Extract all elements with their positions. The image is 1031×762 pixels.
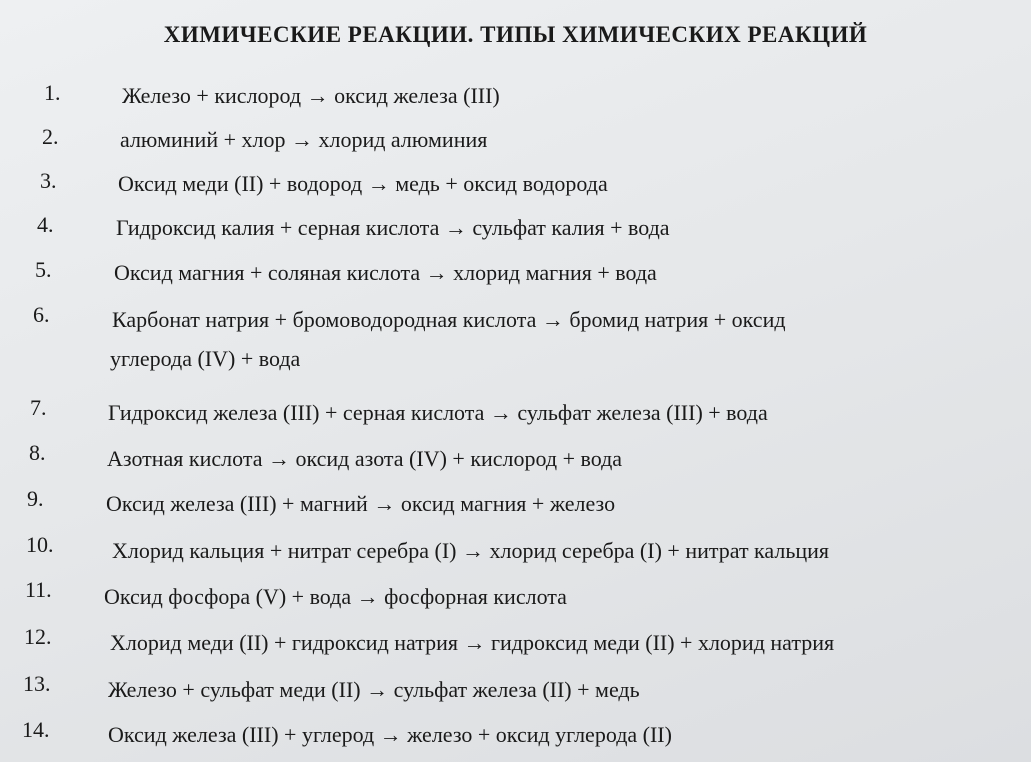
reaction-text: Гидроксид калия + серная кислота → сульфат калия + вода <box>116 215 670 240</box>
item-number: 13. <box>23 671 51 696</box>
item-number: 3. <box>40 168 57 193</box>
reaction-text: Оксид железа (III) + углерод → железо + оксид углерода (II) <box>108 722 672 747</box>
item-number: 8. <box>29 440 46 465</box>
reaction-text: Оксид магния + соляная кислота → хлорид магния + вода <box>114 260 657 285</box>
item-number: 12. <box>24 624 52 649</box>
item-number: 6. <box>33 302 50 327</box>
reaction-text: Карбонат натрия + бромоводородная кислота → бромид натрия + оксид <box>112 307 786 332</box>
item-number: 2. <box>42 124 59 149</box>
item-number: 9. <box>27 486 44 511</box>
reaction-text-continuation: углерода (IV) + вода <box>110 346 301 371</box>
item-number: 5. <box>35 257 52 282</box>
reaction-text: алюминий + хлор → хлорид алюминия <box>120 127 488 152</box>
reaction-text: Железо + кислород → оксид железа (III) <box>122 83 500 108</box>
item-number: 11. <box>25 577 52 602</box>
reaction-text: Оксид железа (III) + магний → оксид магния + железо <box>106 491 616 516</box>
reaction-text: Азотная кислота → оксид азота (IV) + кислород + вода <box>107 446 623 471</box>
reaction-text: Железо + сульфат меди (II) → сульфат железа (II) + медь <box>108 677 640 702</box>
item-number: 7. <box>30 395 47 420</box>
reaction-text: Хлорид меди (II) + гидроксид натрия → гидроксид меди (II) + хлорид натрия <box>110 630 835 655</box>
item-number: 10. <box>26 532 54 557</box>
item-number: 4. <box>37 212 54 237</box>
reaction-text: Гидроксид железа (III) + серная кислота → сульфат железа (III) + вода <box>108 400 768 425</box>
reaction-text: Оксид меди (II) + водород → медь + оксид водорода <box>118 171 608 196</box>
reaction-text: Хлорид кальция + нитрат серебра (I) → хлорид серебра (I) + нитрат кальция <box>112 538 830 563</box>
page-title: ХИМИЧЕСКИЕ РЕАКЦИИ. ТИПЫ ХИМИЧЕСКИХ РЕАКЦИЙ <box>163 22 868 47</box>
item-number: 1. <box>44 80 61 105</box>
item-number: 14. <box>22 717 50 742</box>
reaction-text: Оксид фосфора (V) + вода → фосфорная кислота <box>104 584 567 609</box>
